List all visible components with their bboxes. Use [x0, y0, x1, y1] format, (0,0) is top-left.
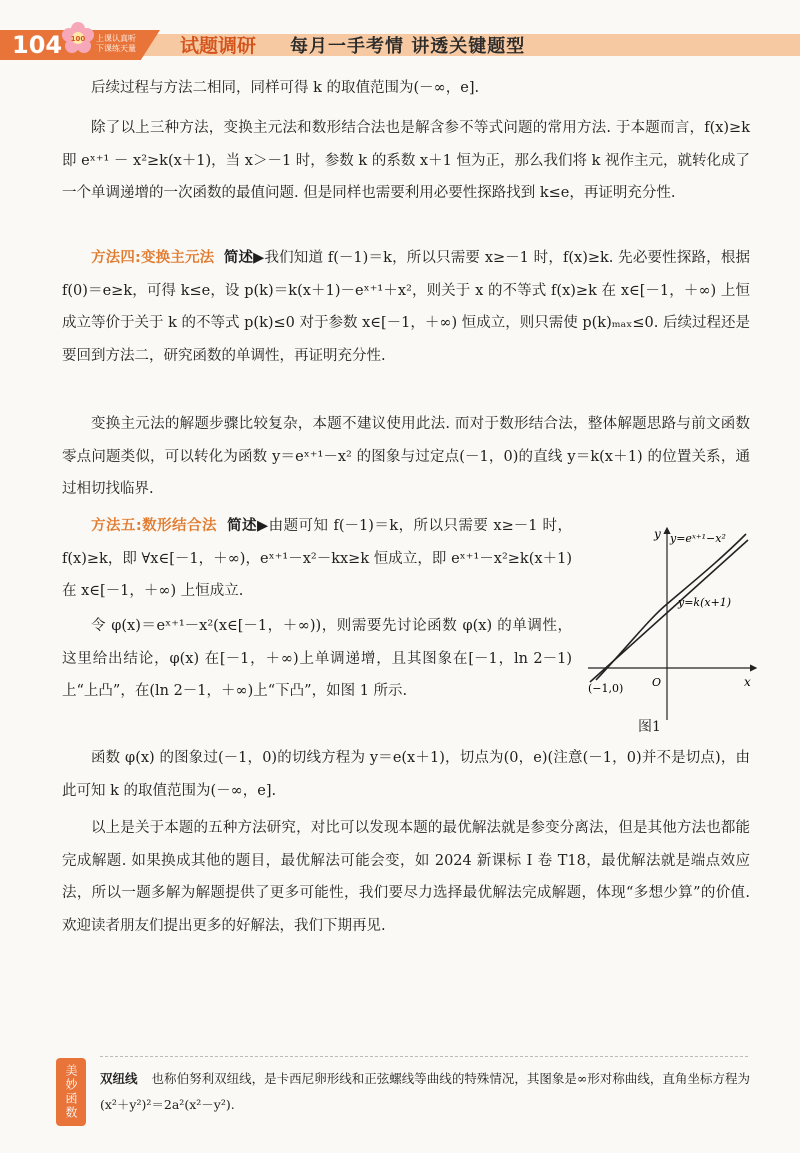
method-5-paragraph — [62, 510, 572, 608]
page-header — [0, 0, 800, 72]
section-subtitle: 每月一手考情 讲透关键题型 — [290, 36, 526, 57]
method-4-paragraph — [62, 242, 750, 372]
method-5-label: 方法五:数形结合法 — [91, 518, 217, 534]
page-number: 104 — [12, 31, 63, 59]
footer-term: 双纽线 — [100, 1071, 138, 1086]
figure-caption: 图1 — [638, 719, 661, 735]
method-5-summary-marker: 简述▶ — [227, 518, 269, 534]
paragraph-4: 变换主元法的解题步骤比较复杂，本题不建议使用此法. 而对于数形结合法，整体解题思路与前文函数零点问题类似，可以转化为函数 y＝eˣ⁺¹－x² 的图象与过定点(－1，0)的直线 y＝k(x＋1) 的位置关系，通过相切找临界. — [62, 416, 750, 497]
footer-description: 也称伯努利双纽线，是卡西尼卵形线和正弦螺线等曲线的特殊情况，其图象是∞形对称曲线，直角坐标方程为 (x²＋y²)²＝2a²(x²－y²). — [100, 1071, 750, 1112]
section-title: 试题调研 — [180, 35, 257, 57]
method-5-text: 由题可知 f(－1)＝k，所以只需要 x≥－1 时，f(x)≥k，即 ∀x∈[－1，＋∞)，eˣ⁺¹－x²－kx≥k 恒成立，即 eˣ⁺¹－x²≥k(x＋1) 在 x∈[－1，＋∞) 上恒成立. — [62, 518, 572, 599]
footer-divider — [100, 1056, 748, 1057]
figure-1-graph — [588, 522, 758, 722]
svg-text:100: 100 — [70, 35, 86, 43]
footer-note — [100, 1066, 750, 1118]
paragraph-1: 后续过程与方法二相同，同样可得 k 的取值范围为(－∞，e]. — [91, 80, 480, 96]
x-axis-label: x — [744, 675, 751, 689]
y-axis-label: y — [654, 527, 661, 541]
footer-tag: 美妙函数 — [56, 1058, 86, 1126]
curve-label: y=eˣ⁺¹−x² — [670, 532, 726, 545]
point-label: (−1,0) — [588, 682, 624, 695]
paragraph-7: 函数 φ(x) 的图象过(－1，0)的切线方程为 y＝e(x＋1)，切点为(0，e)(注意(－1，0)并不是切点)，由此可知 k 的取值范围为(－∞，e]. — [62, 750, 750, 799]
origin-label: O — [652, 676, 662, 689]
logo-slogan: 上课认真听 下课练天量 — [96, 34, 136, 53]
method-4-label: 方法四:变换主元法 — [91, 250, 215, 266]
paragraph-8: 以上是关于本题的五种方法研究，对比可以发现本题的最优解法就是参变分离法，但是其他方法也都能完成解题. 如果换成其他的题目，最优解法可能会变，如 2024 新课标 Ⅰ 卷 T18，最优解法就是端点效应法，所以一题多解为解题提供了更多可能性，我们要尽力选择最优解法完成解题，体现“多想少算”的价值. 欢迎读者朋友们提出更多的好解法，我们下期再见. — [62, 820, 750, 934]
line-label: y=k(x+1) — [678, 596, 732, 609]
paragraph-2: 除了以上三种方法，变换主元法和数形结合法也是解含参不等式问题的常用方法. 于本题而言，f(x)≥k 即 eˣ⁺¹ － x²≥k(x＋1)，当 x＞－1 时，参数 k 的系数 x＋1 恒为正，那么我们将 k 视作主元，就转化成了一个单调递增的一次函数的最值问题. 但是同样也需要利用必要性探路找到 k≤e，再证明充分性. — [62, 120, 750, 201]
flower-logo-icon — [60, 20, 96, 56]
method-4-summary-marker: 简述▶ — [223, 250, 265, 266]
paragraph-6: 令 φ(x)＝eˣ⁺¹－x²(x∈[－1，＋∞))，则需要先讨论函数 φ(x) 的单调性，这里给出结论，φ(x) 在[－1，＋∞)上单调递增，且其图象在[－1，ln 2－1)上“上凸”，在(ln 2－1，＋∞)上“下凸”，如图 1 所示. — [62, 618, 572, 699]
method-4-text: 我们知道 f(－1)＝k，所以只需要 x≥－1 时，f(x)≥k. 先必要性探路，根据 f(0)＝e≥k，可得 k≤e，设 p(k)＝k(x＋1)－eˣ⁺¹＋x²，则关于 x 的不等式 f(x)≥k 在 x∈[－1，＋∞) 上恒成立等价于关于 k 的不等式 p(k)≤0 对于参数 x∈[－1，＋∞) 恒成立，则只需使 p(k)ₘₐₓ≤0. 后续过程还是要回到方法二，研究函数的单调性，再证明充分性. — [62, 250, 750, 364]
